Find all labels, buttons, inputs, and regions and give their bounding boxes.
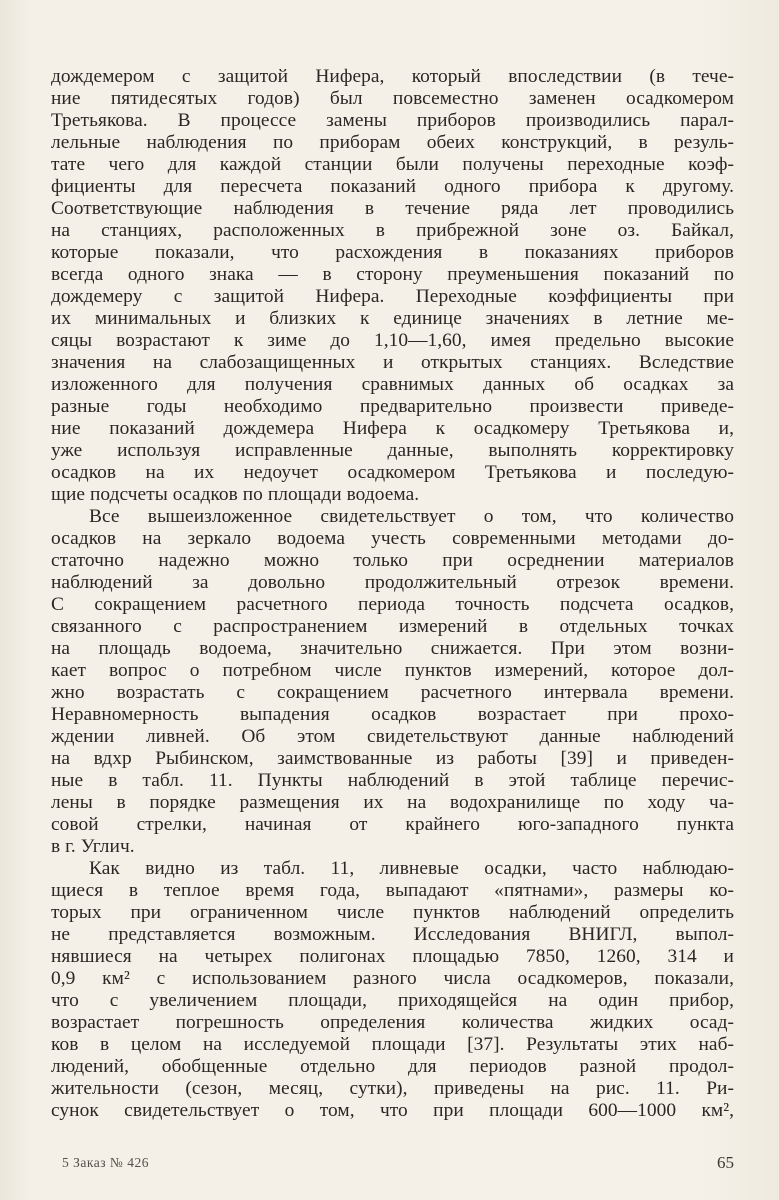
text-line: осадков на зеркало водоема учесть современными методами до- [51,528,734,549]
text-line: жно возрастать с сокращением расчетного интервала времени. [51,682,734,703]
text-line: людений, обобщенные отдельно для периодов разной продол- [51,1056,734,1077]
body-text [51,66,734,1122]
text-line: ние пятидесятых годов) был повсеместно заменен осадкомером [51,88,734,109]
text-line: нявшиеся на четырех полигонах площадью 7850, 1260, 314 и [51,946,734,967]
text-line: торых при ограниченном числе пунктов наблюдений определить [51,902,734,923]
print-signature: 5 Заказ № 426 [62,1155,149,1170]
text-line: не представляется возможным. Исследования ВНИГЛ, выпол- [51,924,734,945]
text-line: Неравномерность выпадения осадков возрастает при прохо- [51,704,734,725]
text-line: дождемером с защитой Нифера, который впоследствии (в тече- [51,66,734,87]
text-line: что с увеличением площади, приходящейся на один прибор, [51,990,734,1011]
text-line: статочно надежно можно только при осреднении материалов [51,550,734,571]
text-line: Третьякова. В процессе замены приборов производились парал- [51,110,734,131]
text-line: ждении ливней. Об этом свидетельствуют данные наблюдений [51,726,734,747]
text-line: которые показали, что расхождения в показаниях приборов [51,242,734,263]
text-line: их минимальных и близких к единице значениях в летние ме- [51,308,734,329]
text-line: фициенты для пересчета показаний одного прибора к другому. [51,176,734,197]
text-line: лельные наблюдения по приборам обеих конструкций, в резуль- [51,132,734,153]
text-line: щие подсчеты осадков по площади водоема. [51,484,420,505]
text-line: разные годы необходимо предварительно произвести приведе- [51,396,734,417]
text-line: совой стрелки, начиная от крайнего юго-западного пункта [51,814,734,835]
text-line: ные в табл. 11. Пункты наблюдений в этой таблице перечис- [51,770,734,791]
text-line: наблюдений за довольно продолжительный отрезок времени. [51,572,734,593]
text-line: сунок свидетельствует о том, что при площади 600—1000 км², [51,1100,734,1121]
text-line: ние показаний дождемера Нифера к осадкомеру Третьякова и, [51,418,734,439]
text-line: С сокращением расчетного периода точность подсчета осадков, [51,594,734,615]
text-line: на станциях, расположенных в прибрежной зоне оз. Байкал, [51,220,734,241]
text-line: щиеся в теплое время года, выпадают «пятнами», размеры ко- [51,880,734,901]
text-line: кает вопрос о потребном числе пунктов измерений, которое дол- [51,660,734,681]
text-line: 0,9 км² с использованием разного числа осадкомеров, показали, [51,968,734,989]
text-line: осадков на их недоучет осадкомером Третьякова и последую- [51,462,734,483]
text-line: в г. Углич. [51,836,135,857]
text-line: всегда одного знака — в сторону преуменьшения показаний по [51,264,734,285]
text-line: связанного с распространением измерений в отдельных точках [51,616,734,637]
text-line: Соответствующие наблюдения в течение ряда лет проводились [51,198,734,219]
text-line: тате чего для каждой станции были получены переходные коэф- [51,154,734,175]
page-number: 65 [717,1153,734,1172]
text-line: жительности (сезон, месяц, сутки), приведены на рис. 11. Ри- [51,1078,734,1099]
text-line: Как видно из табл. 11, ливневые осадки, часто наблюдаю- [89,858,734,879]
text-line: изложенного для получения сравнимых данных об осадках за [51,374,734,395]
page-footer [0,1153,779,1175]
text-line: возрастает погрешность определения количества жидких осад- [51,1012,734,1033]
text-line: Все вышеизложенное свидетельствует о том, что количество [89,506,734,527]
text-line: значения на слабозащищенных и открытых станциях. Вследствие [51,352,734,373]
text-line: лены в порядке размещения их на водохранилище по ходу ча- [51,792,734,813]
text-line: на вдхр Рыбинском, заимствованные из работы [39] и приведен- [51,748,734,769]
text-line: ков в целом на исследуемой площади [37]. Результаты этих наб- [51,1034,734,1055]
text-line: сяцы возрастают к зиме до 1,10—1,60, имея предельно высокие [51,330,734,351]
text-line: дождемеру с защитой Нифера. Переходные коэффициенты при [51,286,734,307]
text-line: уже используя исправленные данные, выполнять корректировку [51,440,734,461]
text-line: на площадь водоема, значительно снижается. При этом возни- [51,638,734,659]
